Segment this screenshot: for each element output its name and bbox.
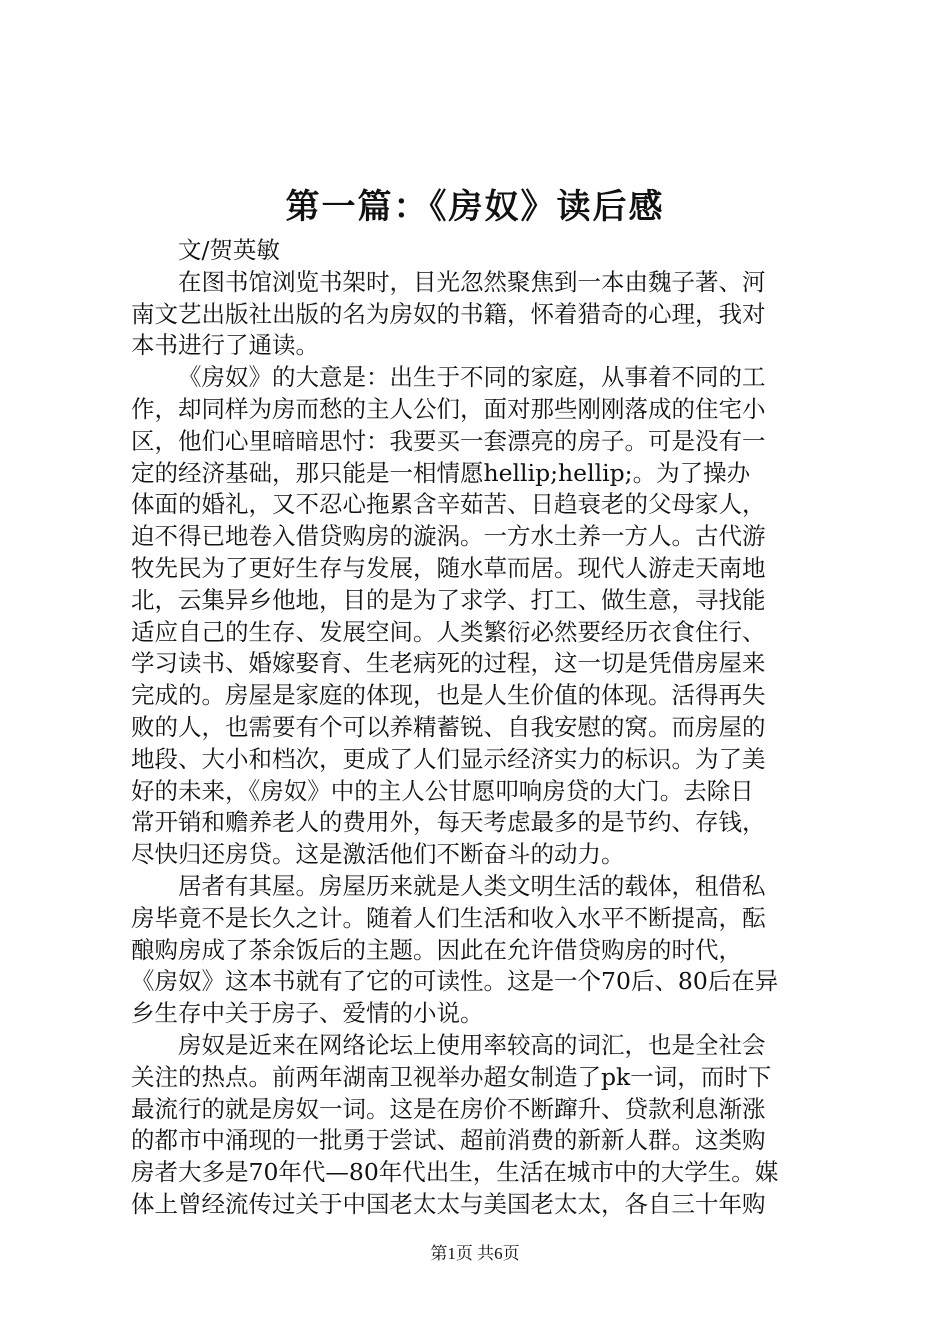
paragraph bbox=[131, 1030, 831, 1221]
text-line: 败的人，也需要有个可以养精蓄锐、自我安慰的窝。而房屋的 bbox=[131, 712, 766, 741]
text-line: 体面的婚礼，又不忍心拖累含辛茹苦、日趋衰老的父母家人， bbox=[131, 490, 766, 519]
text-line: 酿购房成了茶余饭后的主题。因此在允许借贷购房的时代， bbox=[131, 935, 742, 964]
text-line: 适应自己的生存、发展空间。人类繁衍必然要经历衣食住行、 bbox=[131, 617, 766, 646]
text-line: 关注的热点。前两年湖南卫视举办超女制造了pk一词，而时下 bbox=[131, 1062, 772, 1091]
text-line: 完成的。房屋是家庭的体现，也是人生价值的体现。活得再失 bbox=[131, 681, 766, 710]
text-line: 迫不得已地卷入借贷购房的漩涡。一方水土养一方人。古代游 bbox=[131, 522, 766, 551]
text-line: 地段、大小和档次，更成了人们显示经济实力的标识。为了美 bbox=[131, 744, 766, 773]
text-line: 本书进行了通读。 bbox=[131, 331, 319, 360]
text-line: 作，却同样为房而愁的主人公们，面对那些刚刚落成的住宅小 bbox=[131, 394, 766, 423]
text-line: 学习读书、婚嫁娶育、生老病死的过程，这一切是凭借房屋来 bbox=[131, 649, 766, 678]
text-line: 常开销和赡养老人的费用外，每天考虑最多的是节约、存钱， bbox=[131, 808, 766, 837]
text-line: 在图书馆浏览书架时，目光忽然聚焦到一本由魏子著、河 bbox=[178, 267, 766, 296]
author-line: 文/贺英敏 bbox=[178, 236, 280, 264]
text-line: 定的经济基础，那只能是一相情愿hellip;hellip;。为了操办 bbox=[131, 458, 751, 487]
text-line: 区，他们心里暗暗思忖：我要买一套漂亮的房子。可是没有一 bbox=[131, 426, 766, 455]
text-line: 最流行的就是房奴一词。这是在房价不断蹿升、贷款利息渐涨 bbox=[131, 1094, 766, 1123]
text-line: 居者有其屋。房屋历来就是人类文明生活的载体，租借私 bbox=[178, 871, 766, 900]
text-line: 房毕竟不是长久之计。随着人们生活和收入水平不断提高，酝 bbox=[131, 903, 766, 932]
page-footer: 第1页 共6页 bbox=[430, 1244, 520, 1263]
text-line: 的都市中涌现的一批勇于尝试、超前消费的新新人群。这类购 bbox=[131, 1126, 766, 1155]
text-line: 房者大多是70年代—80年代出生，生活在城市中的大学生。媒 bbox=[131, 1158, 779, 1187]
page-title: 第一篇：《房奴》读后感 bbox=[285, 187, 665, 227]
text-line: 《房奴》这本书就有了它的可读性。这是一个70后、80后在异 bbox=[131, 967, 779, 996]
paragraph bbox=[131, 267, 831, 362]
text-line: 乡生存中关于房子、爱情的小说。 bbox=[131, 999, 484, 1028]
text-line: 《房奴》的大意是：出生于不同的家庭，从事着不同的工 bbox=[178, 363, 766, 392]
text-line: 体上曾经流传过关于中国老太太与美国老太太，各自三十年购 bbox=[131, 1189, 766, 1218]
text-line: 好的未来，《房奴》中的主人公甘愿叩响房贷的大门。去除日 bbox=[131, 776, 754, 805]
text-line: 北，云集异乡他地，目的是为了求学、打工、做生意，寻找能 bbox=[131, 585, 766, 614]
text-line: 牧先民为了更好生存与发展，随水草而居。现代人游走天南地 bbox=[131, 553, 766, 582]
paragraph bbox=[131, 871, 831, 1030]
text-line: 房奴是近来在网络论坛上使用率较高的词汇，也是全社会 bbox=[178, 1030, 766, 1059]
document-body bbox=[131, 235, 831, 1221]
paragraph bbox=[131, 362, 831, 871]
text-line: 南文艺出版社出版的名为房奴的书籍，怀着猎奇的心理，我对 bbox=[131, 299, 766, 328]
text-line: 尽快归还房贷。这是激活他们不断奋斗的动力。 bbox=[131, 840, 625, 869]
